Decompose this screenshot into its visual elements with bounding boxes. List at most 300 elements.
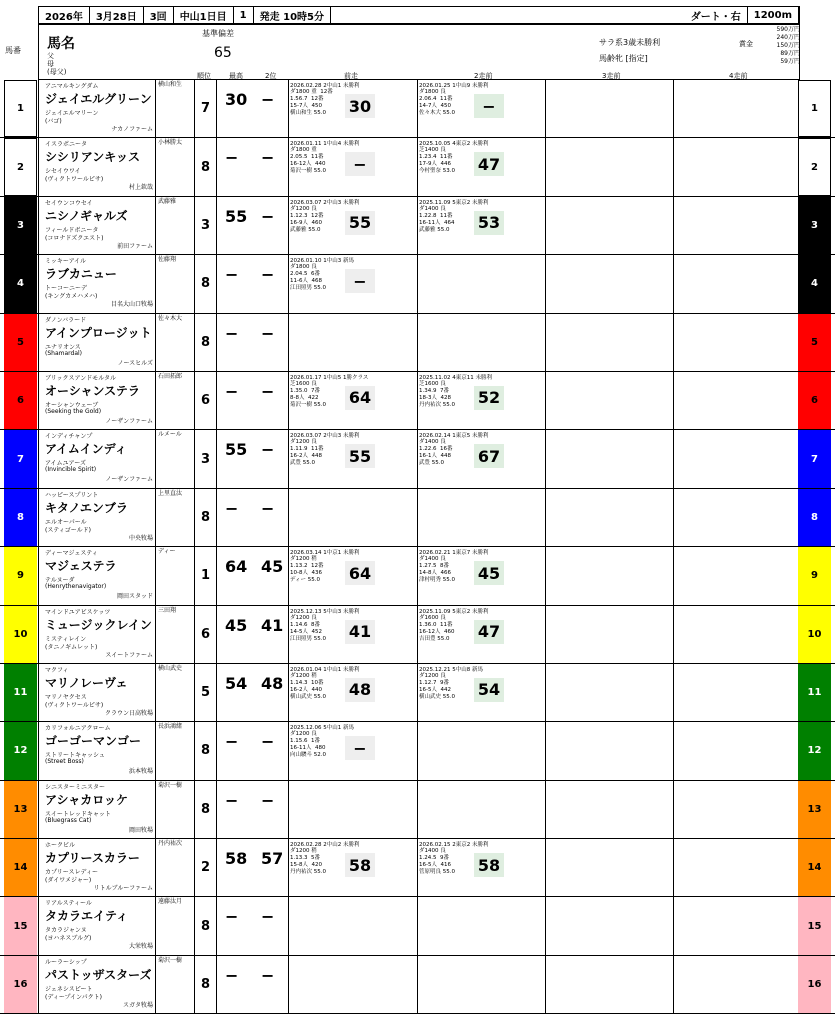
race-r1 [289, 255, 418, 312]
dam-sire: (Henrythenavigator) [45, 583, 107, 591]
race-r4 [674, 255, 800, 312]
race-r3 [546, 138, 674, 195]
race-r4 [674, 606, 800, 663]
horse-cell[interactable] [38, 839, 156, 896]
jockey-info [157, 839, 195, 896]
race-head: 2025.10.05 4東京2 未勝利 [419, 141, 489, 148]
race-r1 [289, 80, 418, 137]
jockey-info [157, 372, 195, 429]
best-index: − [225, 732, 239, 752]
date: 3月28日 [90, 7, 144, 23]
gate-number-right: 10 [798, 606, 831, 663]
race-head: 2026.01.17 1中山5 1勝クラス [290, 374, 369, 381]
spacer [331, 7, 685, 23]
dam-sire: (バゴ) [45, 118, 62, 125]
jockey-info [157, 722, 195, 779]
sire: マクフィ [45, 666, 69, 674]
rank-label: 順位 [197, 72, 211, 80]
jockey: 三田翔 [158, 606, 177, 614]
race-r3 [546, 430, 674, 487]
second-index: − [261, 323, 275, 343]
jockey-info [157, 255, 195, 312]
prize-4: 89万円 [780, 50, 800, 57]
second-index: 45 [261, 557, 284, 577]
horse-row [0, 430, 835, 488]
gate-number-right: 7 [798, 430, 831, 487]
race-r3 [546, 664, 674, 721]
race-index: − [345, 152, 375, 176]
race-head: 2025.12.21 5中山8 新馬 [419, 666, 483, 673]
horse-row [0, 897, 835, 955]
gate-number-left: 5 [4, 314, 37, 371]
sire: イスラボニータ [45, 141, 87, 149]
race-r1 [289, 722, 418, 779]
race-detail: ダ1400 良 1.22.8 11番 16-11人 464 武藤雅 55.0 [419, 205, 455, 233]
best-index: 64 [225, 557, 248, 577]
race-r3 [546, 839, 674, 896]
race-cond: 馬齢牝 [指定] [599, 54, 648, 63]
race-head: 2026.03.07 2中山3 未勝利 [290, 433, 360, 440]
horse-cell[interactable] [38, 781, 156, 838]
breeder: 前田ファーム [117, 242, 153, 250]
horse-name-label: 馬名 [47, 36, 75, 52]
race-head: 2026.02.28 2中山2 未勝利 [290, 842, 360, 849]
second-index: − [261, 790, 275, 810]
best-cell [217, 197, 289, 254]
horse-cell[interactable] [38, 80, 156, 137]
race-r3 [546, 314, 674, 371]
gate-number-right: 13 [798, 781, 831, 838]
race-r1 [289, 372, 418, 429]
second-index: − [261, 90, 275, 109]
dam-sire: (Seeking the Gold) [45, 407, 102, 415]
dam: アイムユアーズ [45, 460, 86, 468]
race-detail: ダ1400 良 1.24.5 9番 16-5人 416 菅原明良 55.0 [419, 848, 455, 876]
jockey-info [157, 781, 195, 838]
dam: ユナリオンス [45, 343, 81, 351]
horse-name[interactable]: タカラエイティ [45, 909, 129, 924]
race-r3 [546, 255, 674, 312]
dam-sire: (ヴィクトワールピサ) [45, 701, 104, 709]
gate-number-right: 16 [798, 956, 831, 1013]
dam: タカラジャンヌ [45, 927, 87, 935]
horse-row [0, 606, 835, 664]
jockey: ルメール [158, 431, 182, 439]
jockey: 小林勝太 [158, 139, 183, 147]
race-detail: ダ1400 良 1.27.5 8番 14-8人 466 津村明秀 55.0 [419, 556, 455, 584]
horse-table [0, 80, 835, 1014]
jockey-info [157, 430, 195, 487]
sire: ディーマジェスティ [45, 550, 98, 558]
best-index: − [225, 965, 239, 985]
rank: 7 [195, 80, 217, 137]
gate-number-right: 15 [798, 897, 831, 954]
race-detail: ダ1200 良 1.12.3 12番 16-9人 460 武藤雅 55.0 [290, 205, 324, 233]
horse-name[interactable]: オーシャンステラ [45, 383, 140, 398]
best-index: − [225, 498, 239, 518]
race-r2 [418, 138, 546, 195]
race-r2 [418, 255, 546, 312]
best-cell [217, 664, 289, 721]
best-index: − [225, 265, 239, 285]
horse-row [0, 138, 835, 196]
dam-sire: (ダイワメジャー) [45, 877, 92, 885]
race-index: 48 [345, 678, 375, 702]
breeder: 中央牧場 [128, 534, 153, 542]
rank: 5 [195, 664, 217, 721]
gate-number-left: 16 [4, 956, 37, 1013]
second-index: − [261, 965, 275, 985]
race-r3 [546, 606, 674, 663]
horse-name[interactable]: シシリアンキッス [45, 150, 140, 165]
race-r4 [674, 138, 800, 195]
dam-label: 母 [47, 60, 54, 68]
race-r2 [418, 781, 546, 838]
best-index: − [225, 148, 239, 168]
horse-cell[interactable] [38, 722, 156, 779]
horse-name[interactable]: ラブカニュー [45, 267, 117, 282]
race-index: 64 [345, 386, 375, 410]
jockey-info [157, 489, 195, 546]
rank: 8 [195, 489, 217, 546]
best-cell [217, 255, 289, 312]
horse-row [0, 372, 835, 430]
race-detail: ダ1800 良 2.04.5 6番 11-6人 468 江田照男 55.0 [290, 264, 326, 292]
horse-row [0, 255, 835, 313]
jockey: 横山武史 [158, 664, 183, 672]
rank: 8 [195, 138, 217, 195]
race-r3 [546, 372, 674, 429]
horse-cell[interactable] [38, 138, 156, 195]
horse-cell[interactable] [38, 314, 156, 371]
prize-5: 59万円 [780, 58, 800, 65]
horse-row [0, 839, 835, 897]
horse-row [0, 956, 835, 1014]
best-cell [217, 722, 289, 779]
prize-label: 賞金 [739, 40, 753, 48]
rank: 3 [195, 430, 217, 487]
race-r3 [546, 781, 674, 838]
rank: 8 [195, 722, 217, 779]
race-index: 64 [345, 561, 375, 585]
gate-number-left: 1 [4, 80, 37, 137]
jockey-info [157, 956, 195, 1013]
best-cell [217, 547, 289, 604]
race-r4 [674, 547, 800, 604]
horse-name[interactable]: パストッザスターズ [45, 967, 152, 982]
race-detail: ダ1200 良 1.12.7 9番 16-5人 442 横山武史 55.0 [419, 672, 455, 700]
horse-cell[interactable] [38, 897, 156, 954]
breeder: 岡田スタッド [116, 593, 153, 601]
horse-row [0, 664, 835, 722]
race-detail: ダ1600 良 1.36.0 11番 16-12人 460 吉田豊 55.0 [419, 614, 455, 642]
race-no: 1 [234, 7, 254, 23]
race-r1 [289, 197, 418, 254]
best-index: − [225, 907, 239, 927]
best-index: 58 [225, 849, 248, 869]
best-cell [217, 897, 289, 954]
race-r1 [289, 430, 418, 487]
race-index: 55 [345, 211, 375, 235]
gate-number-right: 14 [798, 839, 831, 896]
race-r2 [418, 314, 546, 371]
best-index: 45 [225, 615, 248, 635]
race-head: 2026.02.14 1東京5 未勝利 [419, 433, 489, 440]
race-r1 [289, 547, 418, 604]
gate-number-left: 15 [4, 897, 37, 954]
jockey: 横山和生 [158, 81, 183, 88]
dam-sire: (キングカメハメハ) [45, 293, 98, 301]
gate-number-left: 11 [4, 664, 37, 721]
race-r1 [289, 138, 418, 195]
gate-number-right: 4 [798, 255, 831, 312]
gate-number-right: 3 [798, 197, 831, 254]
race-index: 45 [474, 561, 504, 585]
horse-name[interactable]: アシャカロッケ [45, 792, 129, 807]
gate-number-left: 8 [4, 489, 37, 546]
race-head: 2026.01.04 1中山1 未勝利 [290, 666, 360, 673]
race-r4 [674, 956, 800, 1013]
race-r2 [418, 606, 546, 663]
horse-row [0, 547, 835, 605]
sire: シニスターミニスター [45, 783, 106, 791]
dam: フィールドボニータ [45, 226, 99, 234]
race-head: 2025.11.09 5東京2 未勝利 [419, 199, 489, 206]
horse-row [0, 722, 835, 780]
dam-sire: (ディープインパクト) [45, 993, 102, 1001]
jockey-info [157, 197, 195, 254]
best-cell [217, 956, 289, 1013]
race-detail: ダ1800 良 2.06.4 11番 14-7人 450 佐々木大 55.0 [419, 89, 455, 116]
dam-sire: (Street Boss) [45, 758, 84, 766]
race-index: − [345, 269, 375, 293]
distance: 1200m [748, 7, 799, 23]
breeder: ノーザンファーム [105, 476, 153, 484]
jockey: 佐藤翔 [158, 256, 177, 264]
race-index: 55 [345, 444, 375, 468]
horse-cell[interactable] [38, 489, 156, 546]
horse-name[interactable]: カプリースカラー [45, 851, 140, 866]
breeder: 岡田牧場 [128, 826, 153, 834]
horse-cell[interactable] [38, 197, 156, 254]
horse-name[interactable]: ニシノギャルズ [45, 208, 128, 223]
best-cell [217, 489, 289, 546]
gate-number-left: 4 [4, 255, 37, 312]
gate-number-right: 11 [798, 664, 831, 721]
jockey-info [157, 547, 195, 604]
race-r1 [289, 606, 418, 663]
jockey-info [157, 664, 195, 721]
horse-name[interactable]: ジェイエルグリーン [45, 92, 152, 106]
horse-row [0, 80, 835, 138]
best-index: 30 [225, 90, 248, 109]
dam-sire: (Bluegrass Cat) [45, 816, 92, 824]
dam: トーコーニーデ [45, 285, 88, 293]
race-head: 2025.11.09 5東京2 未勝利 [419, 608, 489, 615]
race-index: 58 [474, 853, 504, 877]
post-time: 発走 10時5分 [254, 7, 331, 23]
best-index: 54 [225, 673, 248, 693]
sire: ブリックスアンドモルタル [45, 374, 116, 382]
second-index: − [261, 148, 275, 168]
dam-sire-label: (母父) [47, 68, 67, 76]
kai: 3回 [144, 7, 174, 23]
race-head: 2026.02.28 2中山1 未勝利 [290, 83, 360, 89]
surface: ダート・右 [685, 7, 748, 23]
second-index: − [261, 732, 275, 752]
jockey-info [157, 314, 195, 371]
dam: カプリースレディー [45, 869, 98, 877]
breeder: クラウン日高牧場 [104, 709, 153, 717]
horse-cell[interactable] [38, 255, 156, 312]
gate-number-right: 1 [798, 80, 831, 137]
horse-name[interactable]: アインプロージット [45, 325, 152, 340]
std-diff-label: 基準偏差 [202, 29, 234, 38]
horse-name[interactable]: マリノレーヴェ [45, 675, 128, 690]
jockey: 佐々木大 [158, 314, 183, 322]
prev4-label: 4走前 [729, 72, 748, 80]
race-index: 54 [474, 678, 504, 702]
race-detail: ダ1200 稍 1.13.3 5番 15-8人 420 丹内祐次 55.0 [290, 848, 326, 876]
gate-number-left: 6 [4, 372, 37, 429]
gate-number-left: 9 [4, 547, 37, 604]
race-index: − [345, 736, 375, 760]
rank: 3 [195, 197, 217, 254]
race-head: 2025.11.02 4東京11 未勝利 [419, 374, 492, 381]
rank: 8 [195, 314, 217, 371]
race-r1 [289, 897, 418, 954]
dam: オーシャンウェーブ [45, 401, 99, 409]
race-index: 53 [474, 211, 504, 235]
horse-cell[interactable] [38, 664, 156, 721]
horse-name[interactable]: マジェステラ [45, 559, 117, 574]
second-index: 48 [261, 673, 284, 693]
race-r3 [546, 197, 674, 254]
rank: 1 [195, 547, 217, 604]
race-r4 [674, 897, 800, 954]
horse-cell[interactable] [38, 547, 156, 604]
race-head: 2026.02.21 1東京7 未勝利 [419, 550, 489, 557]
race-r2 [418, 430, 546, 487]
gate-number-right: 2 [798, 138, 831, 195]
race-r4 [674, 372, 800, 429]
best-cell [217, 80, 289, 137]
race-index: − [474, 94, 504, 118]
rank: 8 [195, 781, 217, 838]
race-r4 [674, 80, 800, 137]
best-cell [217, 314, 289, 371]
race-head: 2026.01.11 1中山4 未勝利 [290, 141, 360, 148]
dam: ジェイエルマリーン [45, 110, 99, 117]
best-cell [217, 781, 289, 838]
horse-name[interactable]: ミュージックレイン [45, 617, 152, 632]
race-r1 [289, 489, 418, 546]
horse-name[interactable]: キタノエンブラ [45, 500, 128, 515]
race-r2 [418, 897, 546, 954]
race-r3 [546, 80, 674, 137]
dam-sire: (タニノギムレット) [45, 643, 98, 651]
dam: スイートレッドキャット [45, 810, 111, 818]
horse-cell[interactable] [38, 372, 156, 429]
dam-sire: (ヴィクトワールピサ) [45, 176, 104, 184]
race-r3 [546, 547, 674, 604]
gate-number-right: 8 [798, 489, 831, 546]
jockey: 長浜鴻緒 [158, 723, 183, 731]
race-head: 2026.01.25 1中山9 未勝利 [419, 83, 489, 89]
sire: ミッキーアイル [45, 258, 87, 266]
race-r1 [289, 664, 418, 721]
gate-number-right: 12 [798, 722, 831, 779]
race-r4 [674, 197, 800, 254]
year: 2026年 [39, 7, 90, 23]
umaban-label: 馬番 [5, 46, 21, 55]
jockey: 丹内祐次 [158, 840, 183, 848]
breeder: スガタ牧場 [122, 1001, 153, 1009]
race-r1 [289, 839, 418, 896]
sire: ホークビル [45, 842, 76, 850]
race-index: 41 [345, 620, 375, 644]
race-detail: 芝1600 良 1.34.9 7番 18-3人 428 丹内祐次 55.0 [419, 380, 455, 408]
dam: ストリートキャッシュ [45, 752, 105, 760]
breeder: 浜本牧場 [128, 768, 153, 776]
race-index: 47 [474, 152, 504, 176]
second-label: 2位 [265, 72, 277, 80]
table-header [5, 24, 800, 80]
jockey: ディー [158, 548, 176, 556]
rank: 8 [195, 956, 217, 1013]
horse-cell[interactable] [38, 606, 156, 663]
jockey: 遠藤汰月 [158, 898, 183, 906]
horse-name[interactable]: アイムインディ [45, 442, 127, 457]
best-cell [217, 839, 289, 896]
race-detail: ダ1800 重 12番 1.56.7 12番 15-7人 450 横山和生 55.0 [290, 89, 333, 116]
dam: テルヌーダ [45, 577, 75, 585]
race-index: 52 [474, 386, 504, 410]
race-r1 [289, 314, 418, 371]
prize-3: 150万円 [776, 42, 800, 49]
prev2-label: 2走前 [474, 72, 493, 80]
sire: インディチャンプ [45, 433, 93, 441]
sire: ルーラーシップ [45, 958, 87, 966]
best-index: − [225, 323, 239, 343]
venue: 中山1日目 [174, 7, 234, 23]
best-index: 55 [225, 440, 248, 460]
gate-number-right: 6 [798, 372, 831, 429]
race-index: 47 [474, 620, 504, 644]
race-r4 [674, 722, 800, 779]
best-index: − [225, 790, 239, 810]
gate-number-left: 13 [4, 781, 37, 838]
race-r2 [418, 547, 546, 604]
race-index: 30 [345, 94, 375, 118]
horse-cell[interactable] [38, 430, 156, 487]
race-detail: ダ1200 良 1.14.6 8番 14-5人 452 江田照男 55.0 [290, 614, 326, 642]
horse-cell[interactable] [38, 956, 156, 1013]
sire-label: 父 [47, 52, 54, 60]
breeder: 大栄牧場 [128, 943, 153, 951]
race-detail: ダ1200 良 1.15.6 1番 16-11人 480 向山駿斗 52.0 [290, 731, 326, 759]
jockey: 石田拓郎 [158, 372, 183, 380]
race-detail: ダ1200 稍 1.13.2 12番 10-8人 436 ディー 55.0 [290, 556, 324, 584]
best-label: 最高 [229, 72, 243, 80]
rank: 6 [195, 606, 217, 663]
race-r4 [674, 489, 800, 546]
sire: アニマルキングダム [45, 83, 99, 90]
rank: 6 [195, 372, 217, 429]
gate-number-left: 7 [4, 430, 37, 487]
second-index: − [261, 206, 275, 226]
horse-name[interactable]: ゴーゴーマンゴー [45, 734, 142, 749]
